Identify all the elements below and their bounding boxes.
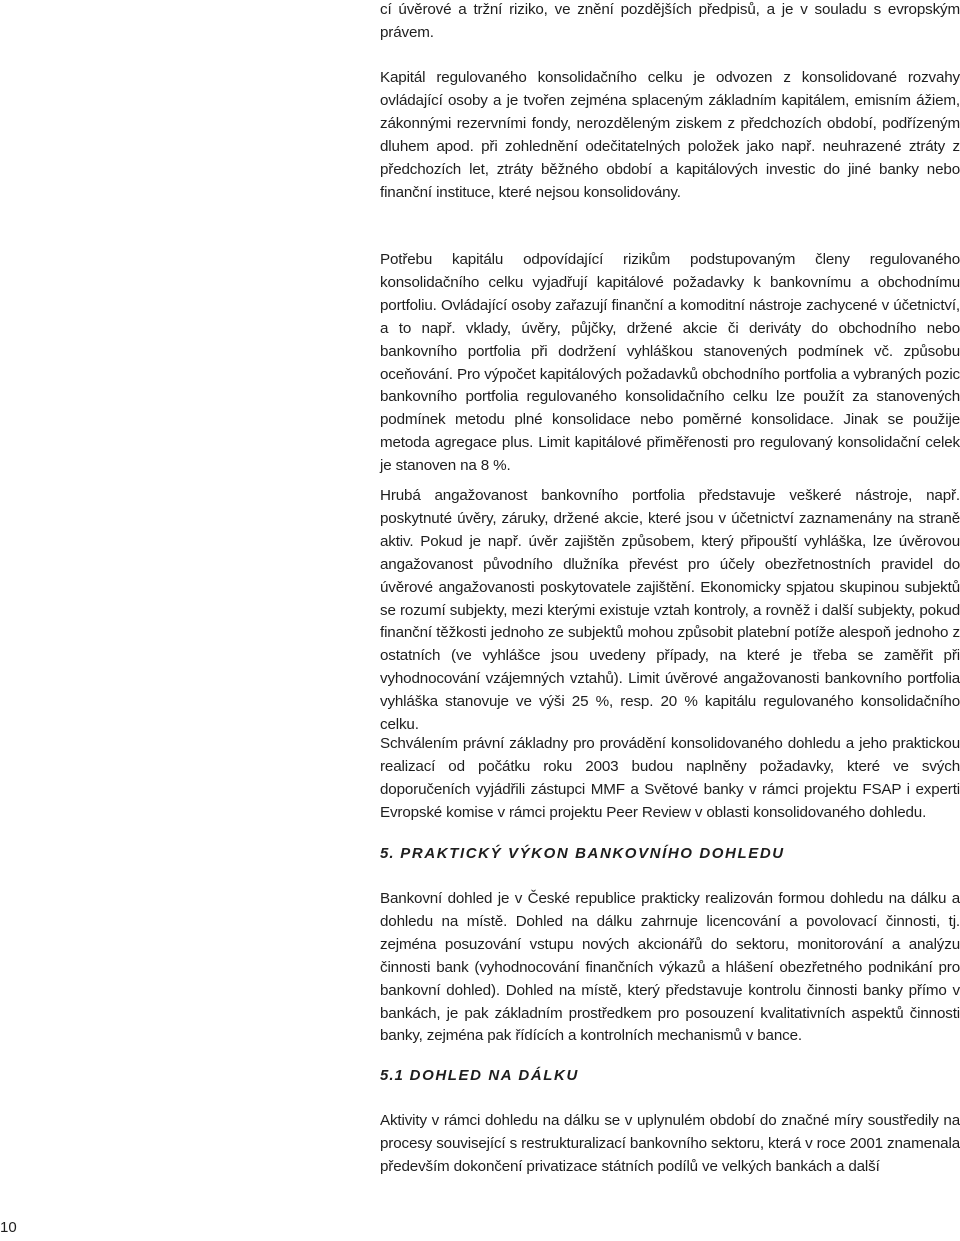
- section-5-heading: [380, 845, 785, 862]
- paragraph-banking-supervision: Bankovní dohled je v České republice prakticky realizován formou dohledu na dálku a dohledu na místě. Dohled na dálku zahrnuje licencování a povolovací činnosti, tj. zejména posuzování vstupu nových akcionářů do sektoru, monitorování a analýzu činnosti bank (vyhodnocování finančních výkazů a hlášení obezřetného podnikání pro bankovní dohled). Dohled na místě, který představuje kontrolu činnosti banky přímo v bankách, je pak základním prostředkem pro posouzení kvalitativních aspektů činnosti banky, zejména pak řídících a kontrolních mechanismů v bance.: [380, 890, 960, 1045]
- paragraph-continuation: cí úvěrové a tržní riziko, ve znění pozdějších předpisů, a je v souladu s evropským právem.: [380, 1, 960, 41]
- section-5-number: 5.: [380, 845, 395, 862]
- section-5-1-title: DOHLED NA DÁLKU: [409, 1067, 579, 1084]
- section-5-title: PRAKTICKÝ VÝKON BANKOVNÍHO DOHLEDU: [400, 845, 785, 862]
- paragraph-gross-exposure: Hrubá angažovanost bankovního portfolia představuje veškeré nástroje, např. poskytnuté úvěry, záruky, držené akcie, které jsou v účetnictví zaznamenány na straně aktiv. Pokud je např. úvěr zajištěn způsobem, který připouští vyhláška, lze úvěrovou angažovanost původního dlužníka převést pro účely obezřetnostních pravidel do úvěrové angažovanosti poskytovatele zajištění. Ekonomicky spjatou skupinou subjektů se rozumí subjekty, mezi kterými existuje vztah kontroly, a rovněž i další subjekty, pokud finanční těžkosti jednoho ze subjektů mohou způsobit platební potíže alespoň jednoho z ostatních (ve vyhlášce jsou uvedeny případy, na které je třeba se zaměřit při vyhodnocování vzájemných vztahů). Limit úvěrové angažovanosti bankovního portfolia vyhláška stanovuje ve výši 25 %, resp. 20 % kapitálu regulovaného konsolidačního celku.: [380, 487, 960, 734]
- page-number: 10: [0, 1219, 17, 1236]
- paragraph-remote-supervision: Aktivity v rámci dohledu na dálku se v uplynulém období do značné míry soustředily na procesy související s restrukturalizací bankovního sektoru, která v roce 2001 znamenala především dokončení privatizace státních podílů ve velkých bankách a další: [380, 1112, 960, 1175]
- section-5-1-number: 5.1: [380, 1067, 404, 1084]
- paragraph-capital-requirements: Potřebu kapitálu odpovídající rizikům podstupovaným členy regulovaného konsolidačního celku vyjadřují kapitálové požadavky k bankovnímu a obchodnímu portfoliu. Ovládající osoby zařazují finanční a komoditní nástroje zachycené v účetnictví, a to např. vklady, úvěry, půjčky, držené akcie či deriváty do obchodního nebo bankovního portfolia při dodržení vyhláškou stanovených podmínek vč. způsobu oceňování. Pro výpočet kapitálových požadavků obchodního portfolia a vybraných pozic bankovního portfolia regulovaného konsolidačního celku lze použít za stanovených podmínek metodu plné konsolidace nebo poměrné konsolidace. Jinak se použije metoda agregace plus. Limit kapitálové přiměřenosti pro regulovaný konsolidační celek je stanoven na 8 %.: [380, 251, 960, 475]
- paragraph-legal-basis: Schválením právní základny pro provádění konsolidovaného dohledu a jeho praktickou realizací od počátku roku 2003 budou naplněny požadavky, které ve svých doporučeních vyjádřili zástupci MMF a Světové banky v rámci projektu FSAP i experti Evropské komise v rámci projektu Peer Review v oblasti konsolidovaného dohledu.: [380, 735, 960, 821]
- section-5-1-heading: [380, 1067, 579, 1084]
- paragraph-capital: Kapitál regulovaného konsolidačního celku je odvozen z konsolidované rozvahy ovládající osoby a je tvořen zejména splaceným základním kapitálem, emisním ážiem, zákonnými rezervními fondy, nerozděleným ziskem z předchozích období, podřízeným dluhem apod. při zohlednění odečitatelných položek jako např. neuhrazené ztráty z předchozích let, ztráty běžného období a kapitálových investic do jiné banky nebo finanční instituce, které nejsou konsolidovány.: [380, 69, 960, 201]
